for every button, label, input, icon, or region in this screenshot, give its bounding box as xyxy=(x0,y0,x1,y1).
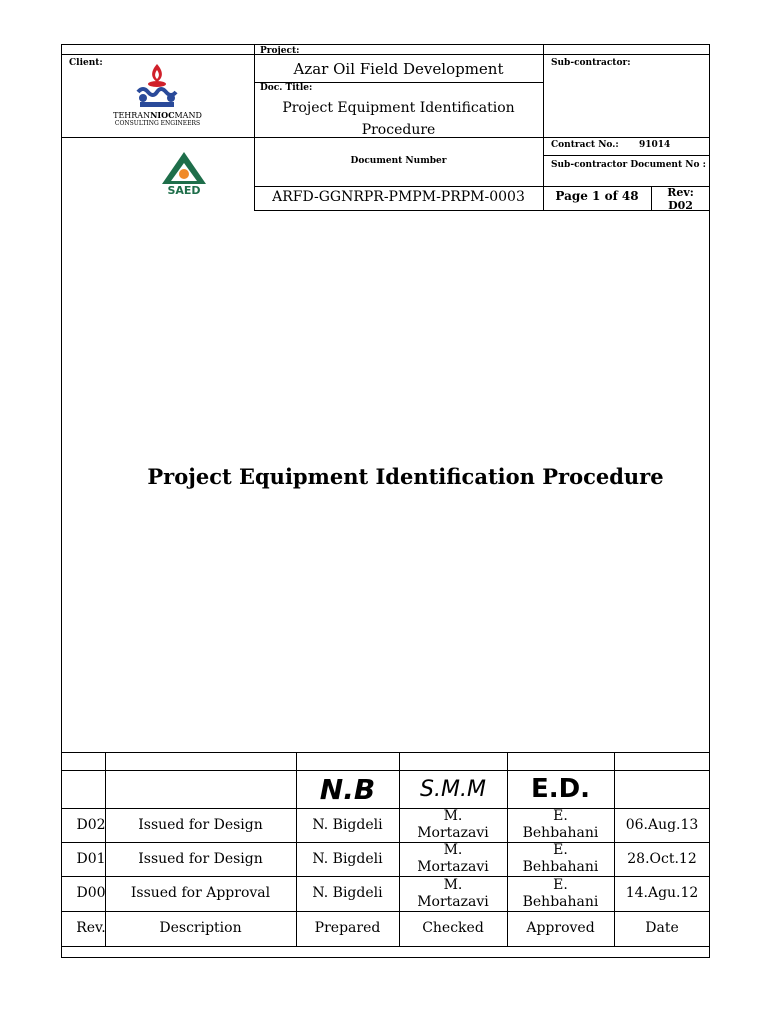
rev-header: Rev. xyxy=(76,920,106,936)
checked-surname: Mortazavi xyxy=(417,825,489,841)
doc-title xyxy=(254,97,543,141)
checked-cell xyxy=(399,876,507,911)
saed-text: SAED xyxy=(167,184,201,197)
date-cell: 28.Oct.12 xyxy=(627,850,697,867)
checked-surname: Mortazavi xyxy=(417,859,489,875)
checked-initial: M. xyxy=(443,842,463,858)
description-cell: Issued for Design xyxy=(138,850,263,867)
rev-cell: D02 xyxy=(76,816,106,833)
rev-table-bottom-line xyxy=(61,946,710,947)
rev-box xyxy=(651,186,710,210)
header-top-line xyxy=(61,54,710,55)
approved-cell xyxy=(507,876,614,911)
prepared-cell: N. Bigdeli xyxy=(312,885,383,901)
nioc-text: NIOC xyxy=(150,110,175,120)
project-value: Azar Oil Field Development xyxy=(293,60,504,78)
project-label: Project: xyxy=(260,46,300,56)
document-number-value: ARFD-GGNRPR-PMPM-PRPM-0003 xyxy=(272,189,525,205)
checked-initial: M. xyxy=(443,876,463,893)
rev-cell: D01 xyxy=(76,850,106,867)
description-cell: Issued for Design xyxy=(138,816,263,833)
approved-cell xyxy=(507,808,614,842)
tehran-text: TEHRAN xyxy=(113,111,151,120)
prepared-cell: N. Bigdeli xyxy=(312,850,383,867)
date-header: Date xyxy=(645,920,679,936)
checked-surname: Mortazavi xyxy=(417,893,489,910)
signature-checked: S.M.M xyxy=(420,776,486,802)
client-label: Client: xyxy=(69,58,103,68)
consulting-text: CONSULTING ENGINEERS xyxy=(114,120,201,127)
document-number-label: Document Number xyxy=(350,156,447,166)
checked-header: Checked xyxy=(422,920,484,936)
approved-initial: E. xyxy=(553,876,568,893)
signature-prepared: N.B xyxy=(319,772,376,806)
prepared-cell: N. Bigdeli xyxy=(312,816,383,833)
description-header: Description xyxy=(159,920,242,936)
approved-initial: E. xyxy=(553,842,568,858)
contract-row-line xyxy=(543,155,710,156)
contract-label: Contract No.: xyxy=(551,140,619,150)
rev-label: Rev: xyxy=(667,186,694,199)
prepared-header: Prepared xyxy=(314,920,381,936)
doc-title-label: Doc. Title: xyxy=(260,83,313,93)
approved-header: Approved xyxy=(526,920,595,936)
doc-title-line-2: Procedure xyxy=(361,122,436,138)
saed-triangle-icon xyxy=(159,150,209,186)
approved-initial: E. xyxy=(553,808,568,824)
nioc-flame-icon xyxy=(110,62,205,112)
header-bottom-line xyxy=(254,210,710,211)
date-cell: 06.Aug.13 xyxy=(625,816,699,833)
saed-logo xyxy=(159,150,209,200)
description-cell: Issued for Approval xyxy=(130,885,271,901)
subcontractor-doc-label: Sub-contractor Document No : xyxy=(551,160,706,170)
tehran-jonoub-mand-text xyxy=(110,110,205,120)
mand-text: MAND xyxy=(174,111,202,120)
approved-surname: Behbahani xyxy=(522,893,599,910)
main-title: Project Equipment Identification Procedure xyxy=(147,464,664,489)
rev-value: D02 xyxy=(668,199,693,210)
signature-approved: E.D. xyxy=(530,773,591,804)
contract-value: 91014 xyxy=(639,140,671,150)
date-cell: 14.Agu.12 xyxy=(625,885,699,901)
doc-title-line-1: Project Equipment Identification xyxy=(282,100,515,116)
page-indicator: Page 1 of 48 xyxy=(555,189,639,203)
approved-surname: Behbahani xyxy=(522,859,599,875)
checked-initial: M. xyxy=(443,808,463,824)
approved-cell xyxy=(507,842,614,876)
checked-cell xyxy=(399,808,507,842)
rev-table-top-line xyxy=(61,752,710,753)
rev-cell: D00 xyxy=(76,885,106,901)
client-logo xyxy=(110,62,205,132)
subcontractor-label: Sub-contractor: xyxy=(551,58,631,68)
approved-surname: Behbahani xyxy=(522,825,599,841)
checked-cell xyxy=(399,842,507,876)
